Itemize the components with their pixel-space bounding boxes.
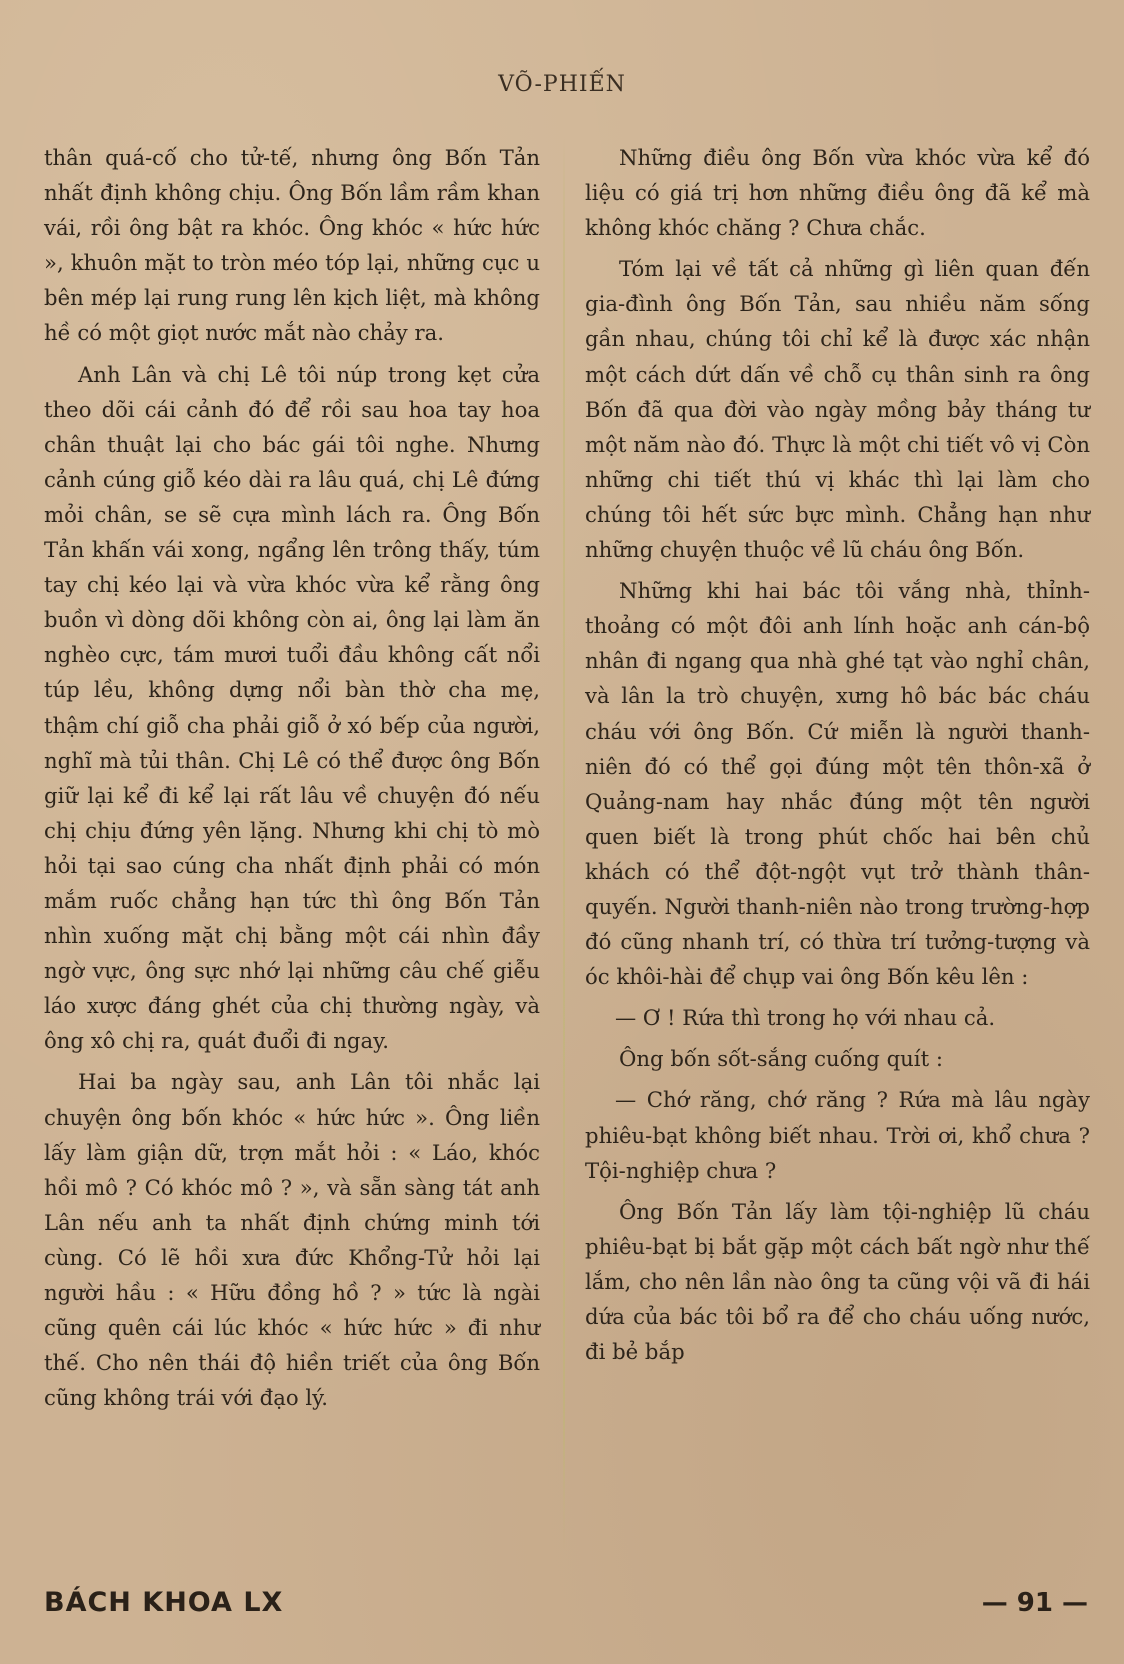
- publication-title: BÁCH KHOA LX: [44, 1587, 284, 1618]
- paragraph: Ông bốn sốt-sắng cuống quít :: [619, 1046, 943, 1072]
- paragraph: Những điều ông Bốn vừa khóc vừa kể đó liệu có giá trị hơn những điều ông đã kể mà không khóc chăng ? Chưa chắc.: [585, 145, 1090, 241]
- column-divider: [563, 135, 565, 1555]
- paragraph: Hai ba ngày sau, anh Lân tôi nhắc lại chuyện ông bốn khóc « hức hức ». Ông liền lấy làm giận dữ, trợn mắt hỏi : « Láo, khóc hồi mô ? Có khóc mô ? », và sẵn sàng tát anh Lân nếu anh ta nhất định chứng minh tới cùng. Có lẽ hồi xưa đức Khổng-Tử hỏi lại người hầu : « Hữu đồng hồ ? » tức là ngài cũng quên cái lúc khóc « hức hức » đi như thế. Cho nên thái độ hiền triết của ông Bốn cũng không trái với đạo lý.: [44, 1069, 540, 1411]
- paragraph: Ông Bốn Tản lấy làm tội-nghiệp lũ cháu phiêu-bạt bị bắt gặp một cách bất ngờ như thế lắm, cho nên lần nào ông ta cũng vội vã đi hái dứa của bác tôi bổ ra để cho cháu uống nước, đi bẻ bắp: [585, 1198, 1090, 1365]
- left-column: [44, 140, 540, 1421]
- paragraph: Những khi hai bác tôi vắng nhà, thỉnh-thoảng có một đôi anh lính hoặc anh cán-bộ nhân đi ngang qua nhà ghé tạt vào nghỉ chân, và lân la trò chuyện, xưng hô bác bác cháu cháu với ông Bốn. Cứ miễn là người thanh-niên đó có thể gọi đúng một tên thôn-xã ở Quảng-nam hay nhắc đúng một tên người quen biết là trong phút chốc hai bên chủ khách có thể đột-ngột vụt trở thành thân-quyến. Người thanh-niên nào trong trường-hợp đó cũng nhanh trí, có thừa trí tưởng-tượng và óc khôi-hài để chụp vai ông Bốn kêu lên :: [585, 578, 1090, 990]
- paragraph: thân quá-cố cho tử-tế, nhưng ông Bốn Tản nhất định không chịu. Ông Bốn lầm rầm khan vái, rồi ông bật ra khóc. Ông khóc « hức hức », khuôn mặt to tròn méo tóp lại, những cục u bên mép lại rung rung lên kịch liệt, mà không hề có một giọt nước mắt nào chảy ra.: [44, 145, 540, 346]
- dialogue-line: — Ơ ! Rứa thì trong họ với nhau cả.: [615, 1005, 996, 1031]
- running-head: VÕ-PHIẾN: [498, 72, 626, 97]
- paragraph: Tóm lại về tất cả những gì liên quan đến gia-đình ông Bốn Tản, sau nhiều năm sống gần nhau, chúng tôi chỉ kể là được xác nhận một cách dứt dấn về chỗ cụ thân sinh ra ông Bốn đã qua đời vào ngày mồng bảy tháng tư một năm nào đó. Thực là một chi tiết vô vị Còn những chi tiết thú vị khác thì lại làm cho chúng tôi hết sức bực mình. Chẳng hạn như những chuyện thuộc về lũ cháu ông Bốn.: [585, 256, 1090, 563]
- right-column: [585, 140, 1090, 1375]
- paragraph: Anh Lân và chị Lê tôi núp trong kẹt cửa theo dõi cái cảnh đó để rồi sau hoa tay hoa chân thuật lại cho bác gái tôi nghe. Nhưng cảnh cúng giỗ kéo dài ra lâu quá, chị Lê đứng mỏi chân, se sẽ cựa mình lách ra. Ông Bốn Tản khấn vái xong, ngẩng lên trông thấy, túm tay chị kéo lại và vừa khóc vừa kể rằng ông buồn vì dòng dõi không còn ai, ông lại làm ăn nghèo cực, tám mươi tuổi đầu không cất nổi túp lều, không dựng nổi bàn thờ cha mẹ, thậm chí giỗ cha phải giỗ ở xó bếp của người, nghĩ mà tủi thân. Chị Lê có thể được ông Bốn giữ lại kể đi kể lại rất lâu về chuyện đó nếu chị chịu đứng yên lặng. Nhưng khi chị tò mò hỏi tại sao cúng cha nhất định phải có món mắm ruốc chẳng hạn tức thì ông Bốn Tản nhìn xuống mặt chị bằng một cái nhìn đầy ngờ vực, ông sực nhớ lại những câu chế giễu láo xược đáng ghét của chị thường ngày, và ông xô chị ra, quát đuổi đi ngay.: [44, 361, 540, 1054]
- dialogue-line: — Chớ răng, chớ răng ? Rứa mà lâu ngày phiêu-bạt không biết nhau. Trời ơi, khổ chưa ? Tội-nghiệp chưa ?: [585, 1087, 1090, 1183]
- page-number: — 91 —: [981, 1588, 1088, 1618]
